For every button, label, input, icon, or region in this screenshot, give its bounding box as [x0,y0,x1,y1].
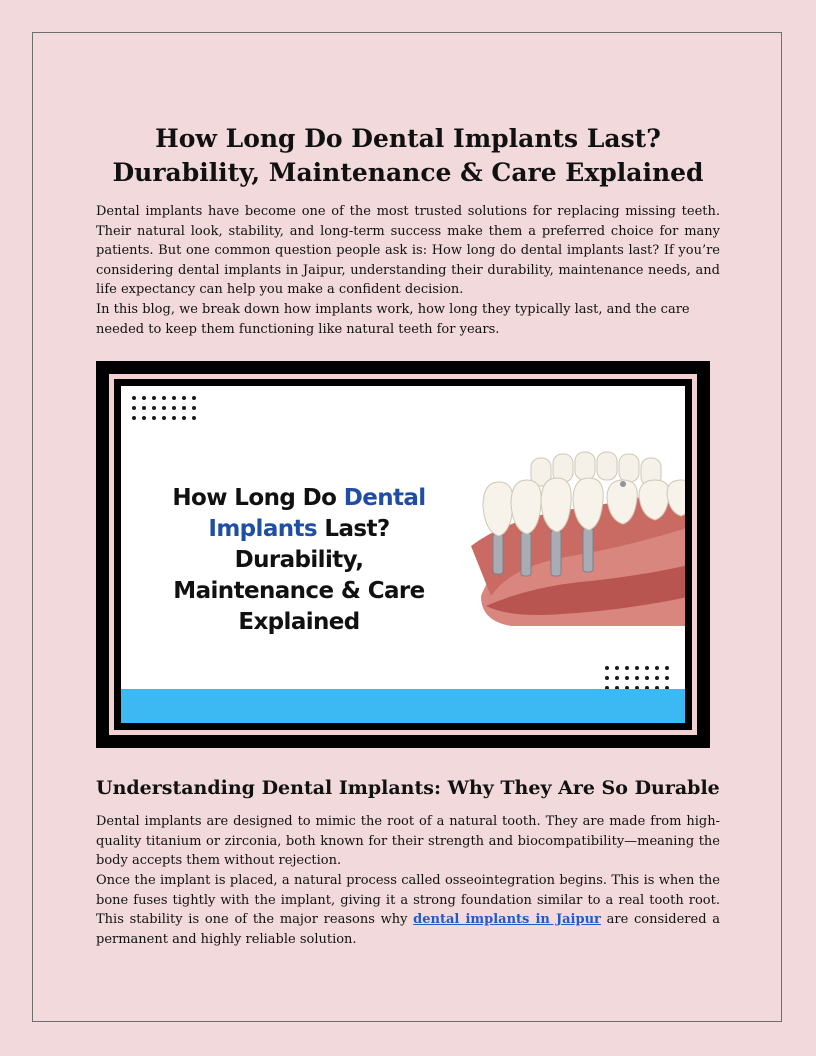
section-paragraph: Dental implants are designed to mimic the root of a natural tooth. They are made from high-quality titanium or zirconia, both known for their strength and biocompatibility—meaning the body accepts them without rejection. [96,814,720,869]
dot-pattern-icon [132,396,202,426]
banner-heading: How Long Do Dental Implants Last? Durability, Maintenance & Care Explained [172,485,426,635]
dental-implants-jaipur-link[interactable]: dental implants in Jaipur [413,912,601,928]
intro-paragraph: Dental implants have become one of the most trusted solutions for replacing missing teeth. Their natural look, stability, and long-term success make them a preferred choice for many patients. But one common question people ask is: How long do dental implants last? If you’re considering dental implants in Jaipur, understanding their durability, maintenance needs, and life expectancy can help you make a confident decision. [96,204,720,298]
banner-canvas [121,386,685,723]
dental-implant-jaw-illustration-icon [471,446,685,626]
section-heading: Understanding Dental Implants: Why They Are So Durable [96,777,720,799]
page-title: How Long Do Dental Implants Last? Durability, Maintenance & Care Explained [112,124,704,187]
section-paragraph-2: Once the implant is placed, a natural process called osseointegration begins. This is when the bone fuses tightly with the implant, giving it a strong foundation similar to a real tooth root. This stability is one of the major reasons why dental implants in Jaipur are considered a permanent and highly reliable solution. [96,873,720,947]
intro-paragraph-2: In this blog, we break down how implants work, how long they typically last, and the care needed to keep them functioning like natural teeth for years. [96,302,690,337]
featured-banner [96,361,710,748]
banner-accent-bar [121,689,685,723]
